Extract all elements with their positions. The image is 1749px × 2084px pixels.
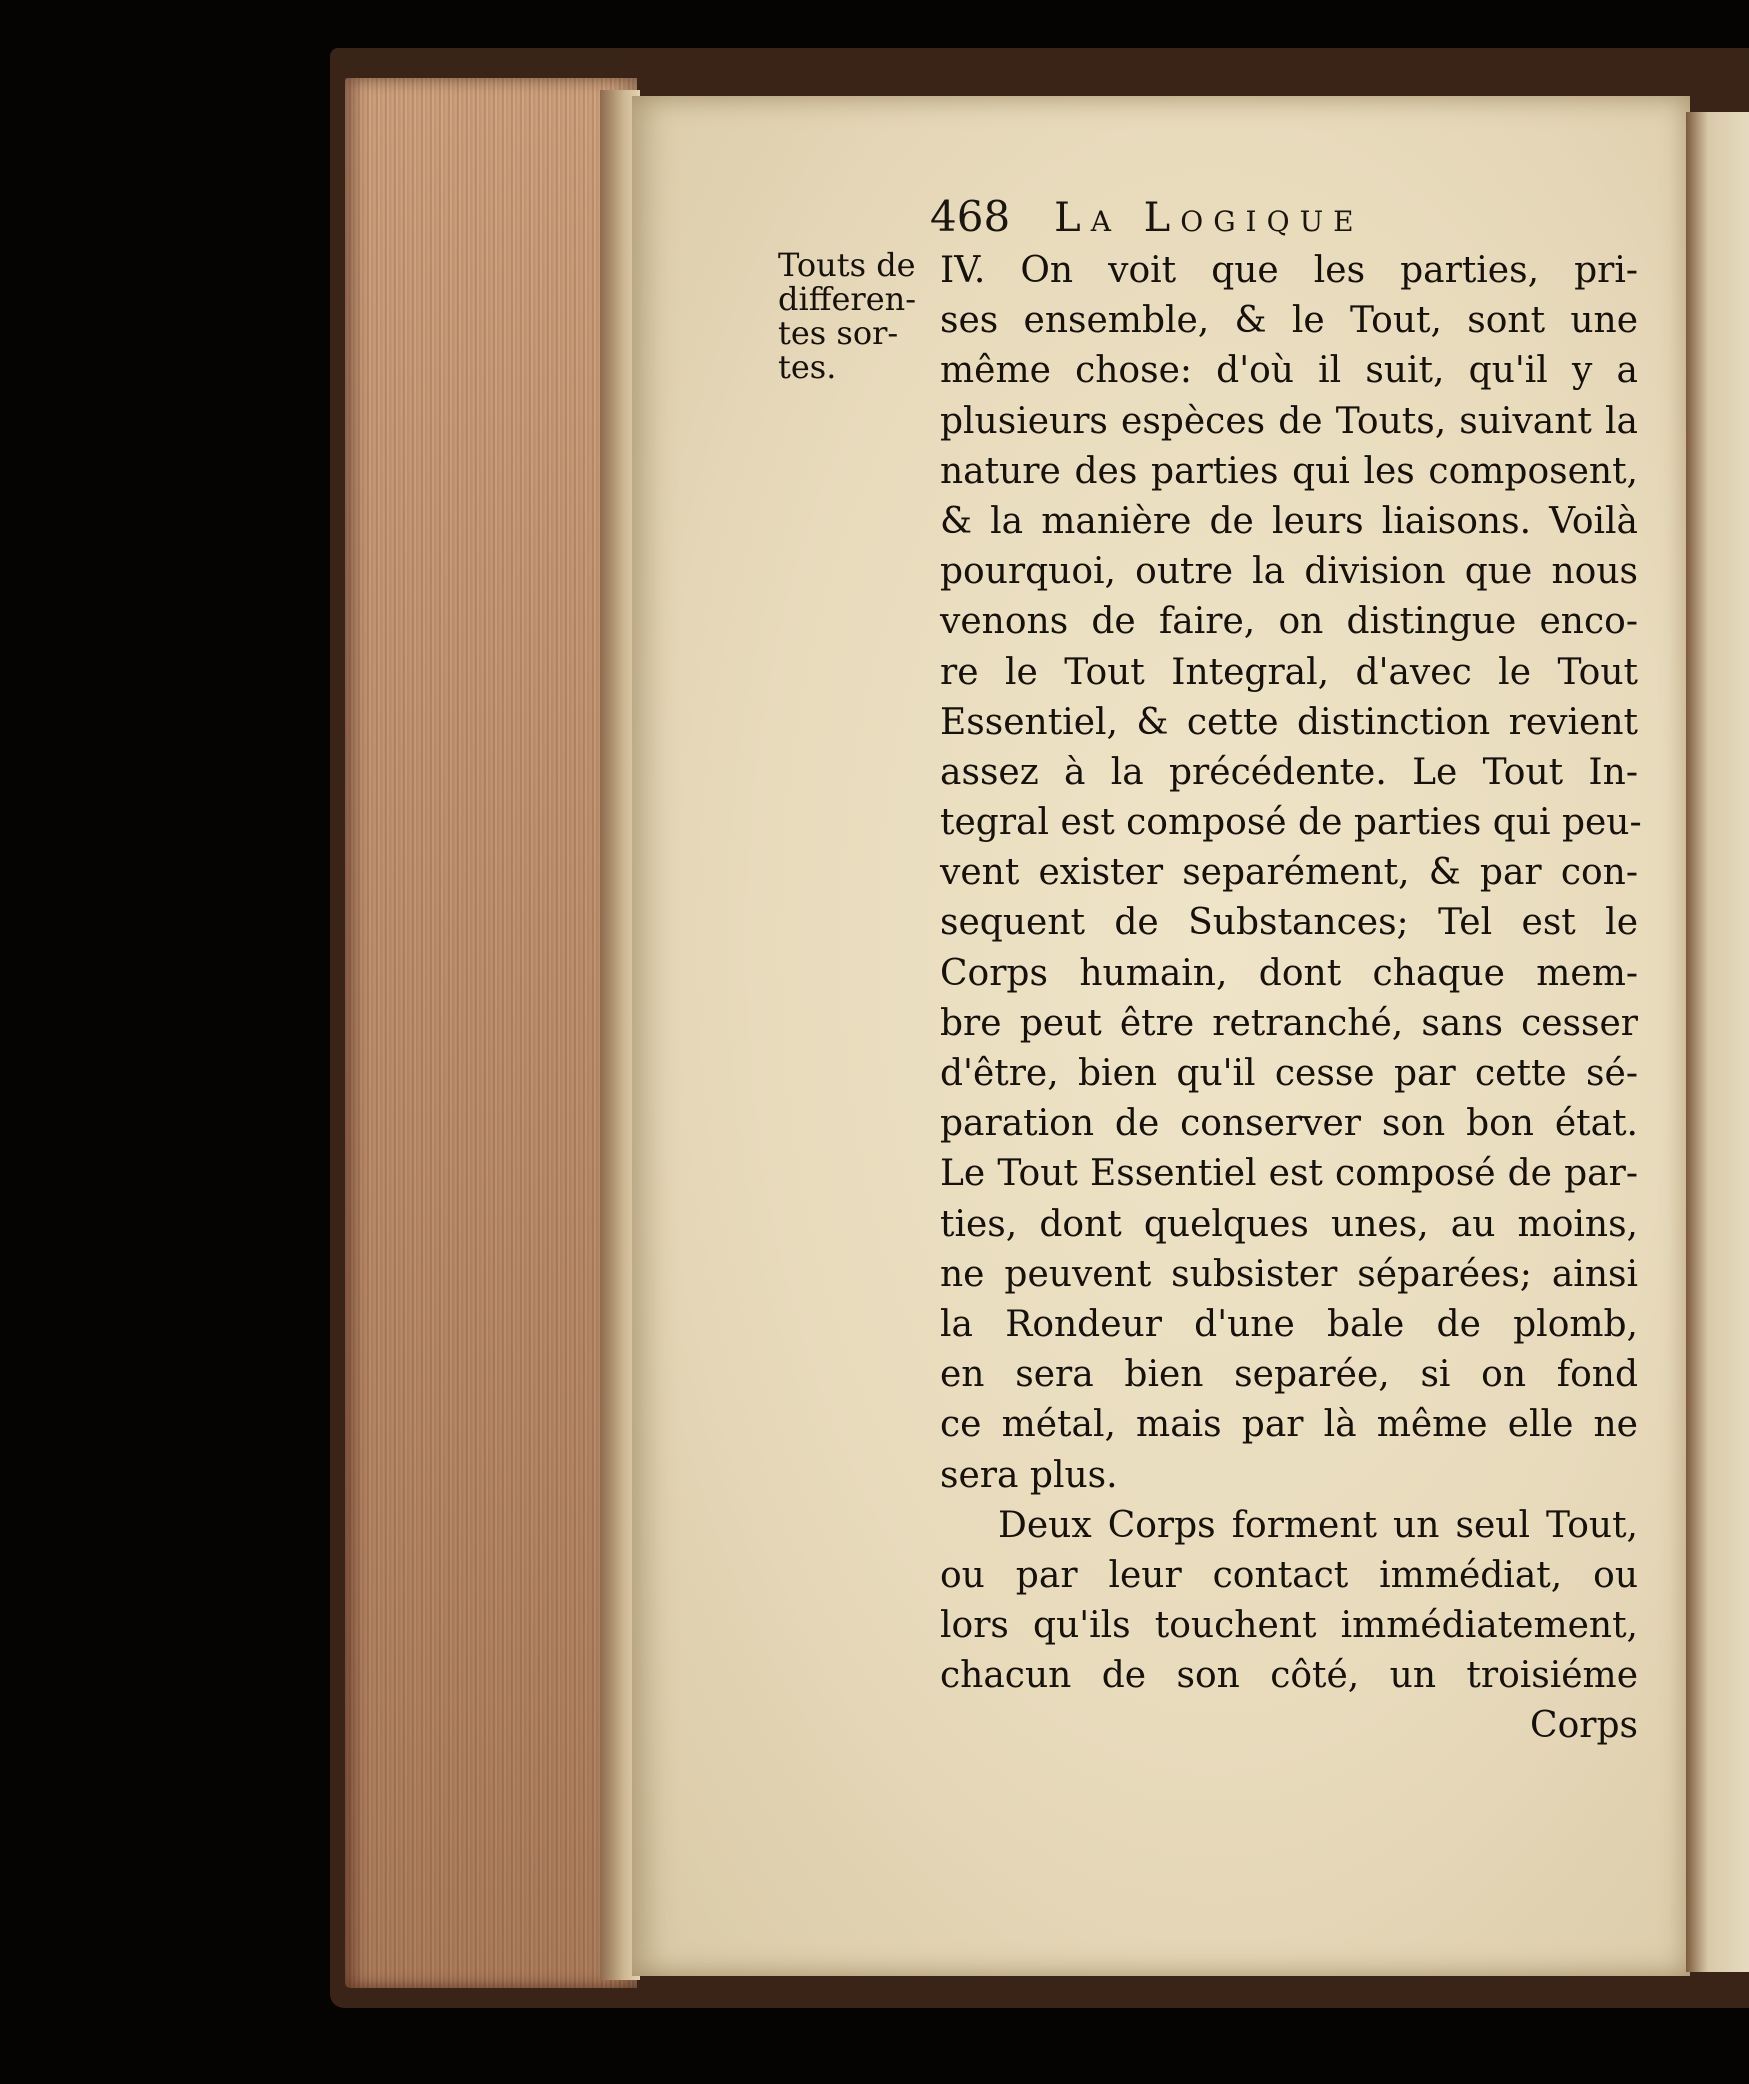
text-line: ce métal, mais par là même elle ne <box>940 1404 1638 1446</box>
text-line: paration de conserver son bon état. <box>940 1103 1638 1145</box>
page-number: 468 <box>930 192 1011 241</box>
facing-page-edge <box>1686 112 1749 1972</box>
text-line: vent exister separément, & par con- <box>940 852 1638 894</box>
page-edges <box>345 78 637 1988</box>
text-line: Essentiel, & cette distinction revient <box>940 701 1638 743</box>
text-line: tegral est composé de parties qui peu- <box>940 802 1642 844</box>
text-line: re le Tout Integral, d'avec le Tout <box>940 651 1638 693</box>
text-line: même chose: d'où il suit, qu'il y a <box>940 350 1638 392</box>
text-line: pourquoi, outre la division que nous <box>940 551 1638 593</box>
text-line: Corps humain, dont chaque mem- <box>940 952 1638 994</box>
text-line: ties, dont quelques unes, au moins, <box>940 1203 1638 1245</box>
text-line: Deux Corps forment un seul Tout, <box>998 1504 1638 1546</box>
text-line: d'être, bien qu'il cesse par cette sé- <box>940 1053 1638 1094</box>
text-line: sera plus. <box>940 1454 1118 1496</box>
text-line: nature des parties qui les composent, <box>940 450 1638 492</box>
text-line: ses ensemble, & le Tout, sont une <box>940 300 1638 342</box>
body-text <box>940 246 1642 1752</box>
margin-note-line: differen- <box>778 280 917 318</box>
text-line: plusieurs espèces de Touts, suivant la <box>940 400 1638 442</box>
margin-note <box>778 248 938 384</box>
text-line: Le Tout Essentiel est composé de par- <box>940 1153 1638 1195</box>
text-line: en sera bien separée, si on fond <box>940 1354 1638 1396</box>
margin-note-line: tes sor- <box>778 314 899 352</box>
text-line: IV. On voit que les parties, pri- <box>940 250 1638 291</box>
text-line: & la manière de leurs liaisons. Voilà <box>940 500 1638 542</box>
text-line: sequent de Substances; Tel est le <box>940 902 1638 944</box>
text-line: assez à la précédente. Le Tout In- <box>940 751 1638 793</box>
text-line: ne peuvent subsister séparées; ainsi <box>940 1253 1638 1295</box>
text-line: bre peut être retranché, sans cesser <box>940 1002 1638 1044</box>
running-head <box>930 192 1530 252</box>
text-line: ou par leur contact immédiat, ou <box>940 1554 1638 1596</box>
text-line: la Rondeur d'une bale de plomb, <box>940 1303 1638 1345</box>
catchword: Corps <box>1530 1705 1638 1747</box>
text-line: chacun de son côté, un troisiéme <box>940 1655 1638 1697</box>
page-title: La Logique <box>1054 195 1364 241</box>
text-line: venons de faire, on distingue enco- <box>940 601 1638 643</box>
margin-note-line: Touts de <box>778 246 916 284</box>
text-line: lors qu'ils touchent immédiatement, <box>940 1605 1638 1647</box>
margin-note-line: tes. <box>778 348 837 386</box>
